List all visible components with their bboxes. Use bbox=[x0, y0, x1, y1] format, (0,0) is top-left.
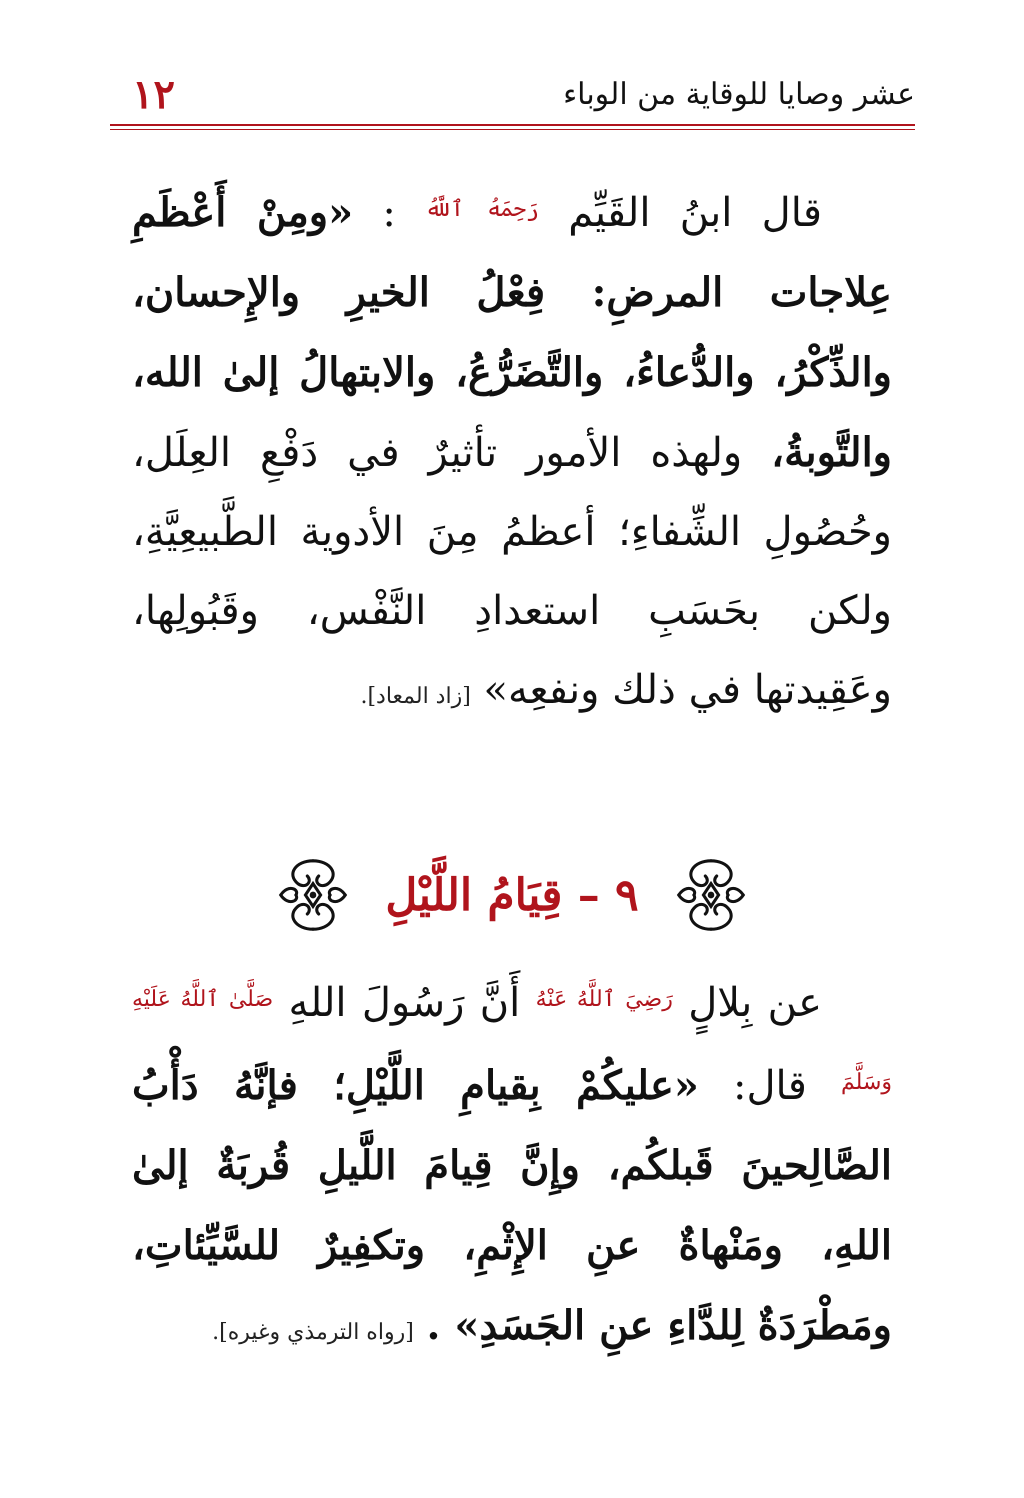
quote-continuation: ولهذه الأمور تأثيرٌ في دَفْعِ العِلَل، وحُصُولِ الشِّفاءِ؛ أعظمُ مِنَ الأدوية الطَّبيعِيَّةِ، ولكن بحَسَبِ استعدادِ النَّفْس، وقَبُولِها، وعَقِيدتها في ذلك ونفعِه» bbox=[132, 430, 892, 713]
honorific-rahimahullah: رَحِمَهُ ٱللَّهُ bbox=[425, 197, 539, 222]
section-dash: – bbox=[577, 869, 600, 921]
running-title: عشر وصايا للوقاية من الوباء bbox=[563, 77, 915, 112]
hadith-intro: عن بِلالٍ bbox=[688, 980, 822, 1026]
honorific-radiyallahu-anhu: رَضِيَ ٱللَّهُ عَنْهُ bbox=[535, 987, 673, 1012]
hadith-said: قال: bbox=[733, 1063, 807, 1109]
hadith-middle: أَنَّ رَسُولَ اللهِ bbox=[288, 980, 521, 1026]
floral-ornament-icon bbox=[673, 855, 749, 935]
honorific-salla-allahu-alayhi-wasallam: صَلَّىٰ ٱللَّهُ عَلَيْهِ وَسَلَّمَ bbox=[132, 987, 892, 1095]
header-rule-thick bbox=[110, 124, 915, 126]
page-header bbox=[110, 70, 915, 132]
citation-tirmidhi: [رواه الترمذي وغيره]. bbox=[212, 1320, 414, 1345]
page-number: ١٢ bbox=[132, 71, 175, 118]
hadith-text: «عليكُمْ بِقيامِ اللَّيْلِ؛ فإنَّهُ دَأْبُ الصَّالِحينَ قَبلكُم، وإِنَّ قِيامَ اللَّيلِ قُربَةٌ إلىٰ اللهِ، ومَنْهاةٌ عنِ الإِثْمِ، وتكفِيرٌ للسَّيِّئاتِ، ومَطْرَدَةٌ لِلدَّاءِ عنِ الجَسَدِ» . bbox=[132, 1062, 892, 1349]
passage-intro: قال ابنُ القَيِّم bbox=[568, 190, 823, 236]
quote-text: «ومِنْ أَعْظَمِ عِلاجات المرضِ: فِعْلُ الخيرِ والإِحسان، والذِّكْرُ، والدُّعاءُ، والتَّضَرُّعُ، والابتهالُ إلىٰ الله، والتَّوبةُ، bbox=[132, 189, 892, 476]
section-title-text: قِيَامُ اللَّيْلِ bbox=[385, 869, 563, 921]
citation-zad-al-maad: [زاد المعاد]. bbox=[360, 684, 471, 709]
section-number: ٩ bbox=[615, 869, 639, 921]
section-heading bbox=[132, 850, 892, 940]
section-title bbox=[385, 870, 638, 921]
passage-bilal-hadith bbox=[132, 960, 892, 1372]
floral-ornament-icon bbox=[275, 855, 351, 935]
header-rule-thin bbox=[110, 129, 915, 130]
colon: : bbox=[382, 190, 396, 236]
passage-ibn-qayyim bbox=[132, 170, 892, 736]
